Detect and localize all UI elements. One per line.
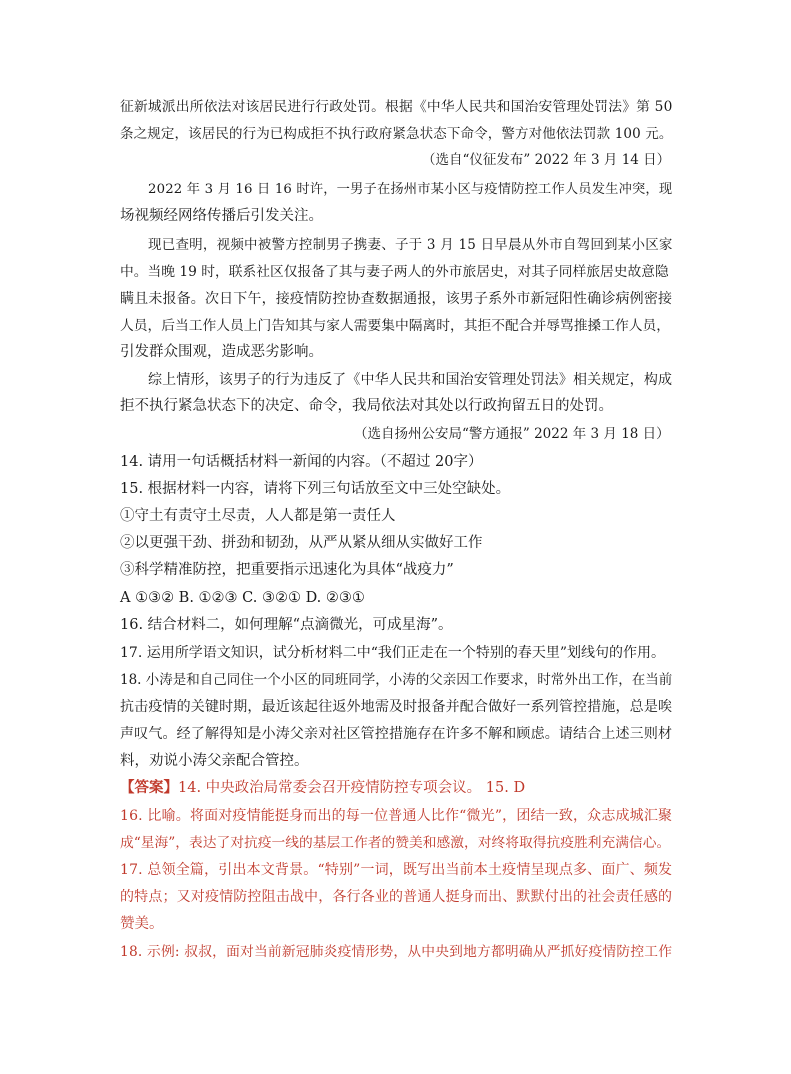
material-line: 场视频经网络传播后引发关注。 (120, 208, 323, 224)
option-sentence-3: ③科学精准防控，把重要指示迅速化为具体“战疫力” (120, 562, 454, 578)
option-sentence-1: ①守土有责守土尽责，人人都是第一责任人 (120, 508, 396, 524)
question-18-line: 抗击疫情的关键时期，最近该起往返外地需及时报备并配合做好一系列管控措施，总是唉 (120, 699, 673, 715)
question-18: 18. 小涛是和自己同住一个小区的同班同学，小涛的父亲因工作要求，时常外出工作，在当前 (120, 672, 673, 688)
answer-line: 赞美。 (120, 916, 164, 932)
material-line: 引发群众围观，造成恶劣影响。 (120, 344, 323, 360)
answer-header (120, 778, 525, 798)
answer-line: 成“星海”，表达了对抗疫一线的基层工作者的赞美和感激，对终将取得抗疫胜利充满信心。 (120, 835, 671, 851)
question-14: 14. 请用一句话概括材料一新闻的内容。（不超过 20字） (120, 454, 483, 470)
question-16: 16. 结合材料二，如何理解“点滴微光，可成星海”。 (120, 617, 453, 633)
material-line: 综上情形，该男子的行为违反了《中华人民共和国治安管理处罚法》相关规定，构成 (148, 372, 673, 388)
answer-choices: A ①③② B. ①②③ C. ③②① D. ②③① (120, 590, 365, 606)
material-line: 条之规定，该居民的行为已构成拒不执行政府紧急状态下命令，警方对他依法罚款 100 元。 (120, 126, 673, 142)
question-18-line: 料，劝说小涛父亲配合管控。 (120, 753, 309, 769)
material-line: 瞒且未报备。次日下午，接疫情防控协查数据通报，该男子系外市新冠阳性确诊病例密接 (120, 291, 673, 307)
material-line: 中。当晚 19 时，联系社区仅报备了其与妻子两人的外市旅居史，对其子同样旅居史故意隐 (120, 264, 669, 280)
answer-14-15: 14. 中央政治局常委会召开疫情防控专项会议。 15. D (178, 780, 526, 796)
answer-line: 的特点；又对疫情防控阻击战中，各行各业的普通人挺身而出、默默付出的社会责任感的 (120, 889, 673, 905)
question-17: 17. 运用所学语文知识，试分析材料二中“我们正走在一个特别的春天里”划线句的作用。 (120, 645, 666, 661)
answer-line: 18. 示例: 叔叔，面对当前新冠肺炎疫情形势，从中央到地方都明确从严抓好疫情防控工作 (120, 944, 673, 960)
answer-line: 16. 比喻。将面对疫情能挺身而出的每一位普通人比作“微光”，团结一致，众志成城汇聚 (120, 808, 673, 824)
option-sentence-2: ②以更强干劲、拼劲和韧劲，从严从紧从细从实做好工作 (120, 535, 483, 551)
source-citation: （选自扬州公安局“警方通报” 2022 年 3 月 18 日） (354, 426, 670, 442)
material-line: 现已查明，视频中被警方控制男子携妻、子于 3 月 15 日早晨从外市自驾回到某小区家 (148, 237, 673, 253)
material-line: 拒不执行紧急状态下的决定、命令，我局依法对其处以行政拘留五日的处罚。 (120, 398, 613, 414)
material-line: 征新城派出所依法对该居民进行行政处罚。根据《中华人民共和国治安管理处罚法》第 50 (120, 99, 673, 115)
answer-line: 17. 总领全篇，引出本文背景。“特别”一词，既写出当前本土疫情呈现点多、面广、频发 (120, 862, 673, 878)
source-citation: （选自“仪征发布” 2022 年 3 月 14 日） (422, 152, 671, 168)
question-15: 15. 根据材料一内容，请将下列三句话放至文中三处空缺处。 (120, 481, 511, 497)
answer-tag: 【答案】 (120, 779, 178, 796)
question-18-line: 声叹气。经了解得知是小涛父亲对社区管控措施存在许多不解和顾虑。请结合上述三则材 (120, 726, 673, 742)
material-line: 2022 年 3 月 16 日 16 时许，一男子在扬州市某小区与疫情防控工作人员发生冲突，现 (148, 182, 673, 197)
material-line: 人员，后当工作人员上门告知其与家人需要集中隔离时，其拒不配合并辱骂推搡工作人员， (120, 318, 671, 334)
